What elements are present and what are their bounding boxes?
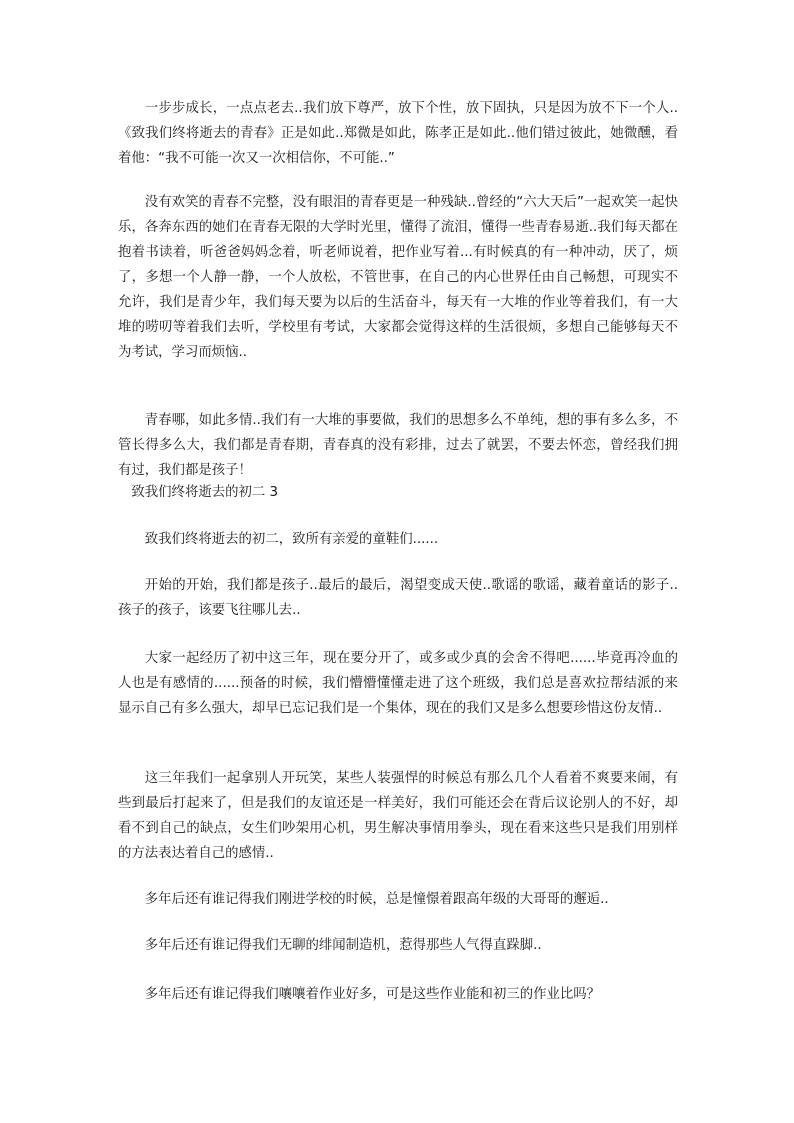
paragraph-6: 大家一起经历了初中这三年，现在要分开了，或多或少真的会舍不得吧......毕竟再冷血的人也是有感情的......预备的时候，我们懵懵懂懂走进了这个班级，我们总是喜欢拉帮结派的来显示自己有多么强大，却早已忘记我们是一个集体，现在的我们又是多么想要珍惜这份友情.. — [118, 651, 678, 716]
paragraph-2: 没有欢笑的青春不完整，没有眼泪的青春更是一种残缺..曾经的“六大天后”一起欢笑一起快乐，各奔东西的她们在青春无限的大学时光里，懂得了流泪，懂得一些青春易逝..我们每天都在抱着书读着，听爸爸妈妈念着，听老师说着，把作业写着...有时候真的有一种冲动，厌了，烦了，多想一个人静一静，一个人放松，不管世事，在自己的内心世界任由自己畅想，可现实不允许，我们是青少年，我们每天要为以后的生活奋斗，每天有一大堆的作业等着我们，有一大堆的唠叨等着我们去听，学校里有考试，大家都会觉得这样的生活很烦，多想自己能够每天不为考试，学习而烦恼.. — [118, 195, 678, 360]
section-heading: 致我们终将逝去的初二 3 — [131, 485, 279, 500]
paragraph-10: 多年后还有谁记得我们嚷嚷着作业好多，可是这些作业能和初三的作业比吗？ — [144, 987, 601, 1002]
paragraph-7: 这三年我们一起拿别人开玩笑，某些人装强悍的时候总有那么几个人看着不爽要来闹，有些到最后打起来了，但是我们的友谊还是一样美好，我们可能还会在背后议论别人的不好，却看不到自己的缺点，女生们吵架用心机，男生解决事情用拳头，现在看来这些只是我们用别样的方法表达着自己的感情.. — [118, 771, 678, 861]
paragraph-3: 青春哪，如此多情..我们有一大堆的事要做，我们的思想多么不单纯，想的事有多么多，不管长得多么大，我们都是青春期，青春真的没有彩排，过去了就罢，不要去怀恋，曾经我们拥有过，我们都是孩子！ — [118, 413, 678, 478]
paragraph-9: 多年后还有谁记得我们无聊的绯闻制造机，惹得那些人气得直跺脚.. — [144, 938, 542, 953]
paragraph-1: 一步步成长，一点点老去..我们放下尊严，放下个性，放下固执，只是因为放不下一个人..《致我们终将逝去的青春》正是如此..郑微是如此，陈孝正是如此..他们错过彼此，她微醺，看着他：“我不可能一次又一次相信你，不可能..” — [118, 101, 678, 166]
paragraph-5: 开始的开始，我们都是孩子..最后的最后，渴望变成天使..歌谣的歌谣，藏着童话的影子..孩子的孩子，该要飞往哪儿去.. — [118, 578, 678, 618]
paragraph-8: 多年后还有谁记得我们刚进学校的时候，总是憧憬着跟高年级的大哥哥的邂逅.. — [144, 892, 609, 907]
paragraph-4: 致我们终将逝去的初二，致所有亲爱的童鞋们...... — [144, 532, 439, 547]
